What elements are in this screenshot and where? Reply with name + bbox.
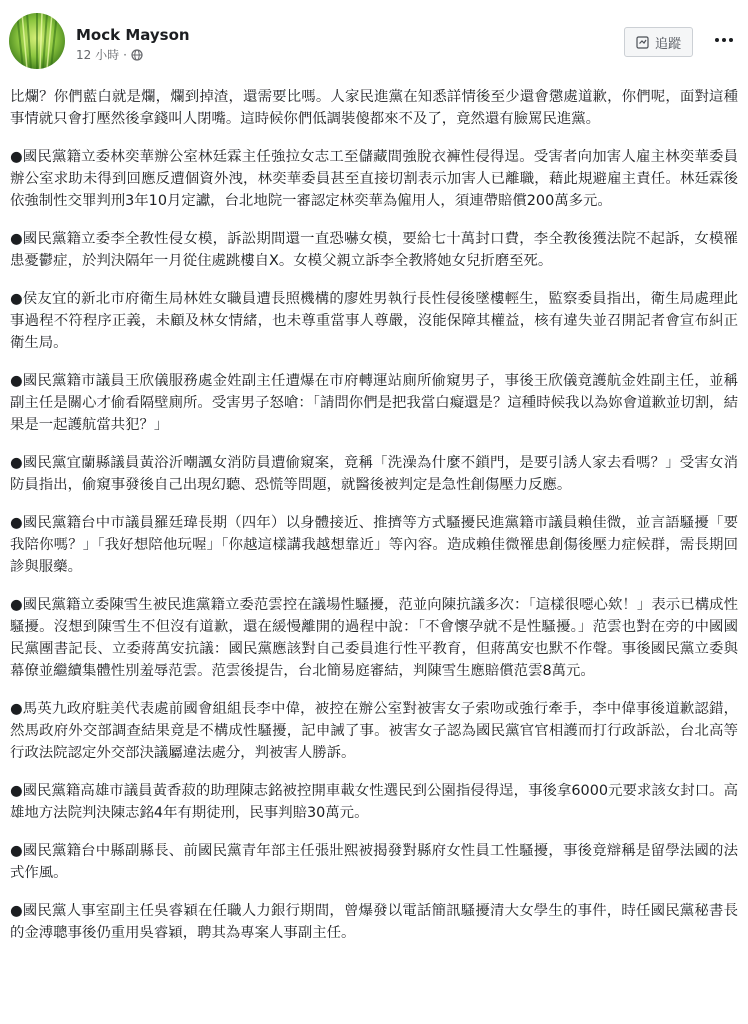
follow-button[interactable] [624, 27, 693, 57]
avatar-image [9, 13, 65, 69]
post-paragraph: 比爛？你們藍白就是爛，爛到掉渣，還需要比嗎。人家民進黨在知悉詳情後至少還會懲處道歉，你們呢，面對這種事情就只會打壓然後拿錢叫人閉嘴。這時候你們低調裝傻都來不及了，竟然還有臉罵民進黨。 [10, 89, 738, 127]
post-paragraph: ●國民黨籍台中縣副縣長、前國民黨青年部主任張壯熙被揭發對縣府女性員工性騷擾，事後竟辯稱是留學法國的法式作風。 [10, 843, 738, 881]
post-paragraph: ●國民黨籍市議員王欣儀服務處金姓副主任遭爆在市府轉運站廁所偷窺男子，事後王欣儀竟護航金姓副主任，並稱副主任是關心才偷看隔壁廁所。受害男子怒嗆：「請問你們是把我當白癡還是？這種時候我以為妳會道歉並切割，結果是一起護航當共犯？」 [10, 373, 738, 433]
dot [729, 38, 733, 42]
post-meta [76, 46, 143, 63]
post-header [0, 0, 748, 80]
post-paragraph: ●國民黨人事室副主任吳睿穎在任職人力銀行期間，曾爆發以電話簡訊騷擾清大女學生的事件，時任國民黨秘書長的金溥聰事後仍重用吳睿穎，聘其為專案人事副主任。 [10, 903, 738, 941]
dot [715, 38, 719, 42]
post-paragraph: ●國民黨籍台中市議員羅廷瑋長期（四年）以身體接近、推擠等方式騷擾民進黨籍市議員賴佳微，並言語騷擾「要我陪你嗎？」「我好想陪他玩喔」「你越這樣講我越想靠近」等內容。造成賴佳微罹患創傷後壓力症候群，需長期回診與服藥。 [10, 515, 738, 575]
post-paragraph: ●國民黨籍立委陳雪生被民進黨籍立委范雲控在議場性騷擾，范並向陳抗議多次：「這樣很噁心欸！」表示已構成性騷擾。沒想到陳雪生不但沒有道歉，還在緩慢離開的過程中說：「不會懷孕就不是性騷擾。」范雲也對在旁的中國國民黨團書記長、立委蔣萬安抗議：國民黨應該對自己委員進行性平教育，但蔣萬安也默不作聲。事後國民黨立委與幕僚並繼續集體性別羞辱范雲。范雲後提告，台北簡易庭審結，判陳雪生應賠償范雲8萬元。 [10, 597, 738, 679]
follow-icon [636, 36, 649, 49]
meta-separator: · [123, 47, 127, 62]
author-name[interactable]: Mock Mayson [76, 26, 190, 44]
follow-label: 追蹤 [654, 36, 681, 52]
avatar[interactable] [9, 13, 65, 69]
post-paragraph: ●國民黨籍立委李全教性侵女模，訴訟期間還一直恐嚇女模，要給七十萬封口費，李全教後獲法院不起訴，女模罹患憂鬱症，於判決隔年一月從住處跳樓自X。女模父親立訴李全教將她女兒折磨至死。 [10, 231, 738, 269]
post-time[interactable]: 12 小時 [76, 48, 120, 62]
post-paragraph: ●侯友宜的新北市府衛生局林姓女職員遭長照機構的廖姓男執行長性侵後墜樓輕生，監察委員指出，衛生局處理此事過程不符程序正義，未顧及林女情緒，也未尊重當事人尊嚴，沒能保障其權益，核有違失並召開記者會宣布糾正衛生局。 [10, 291, 738, 351]
post-body [10, 86, 738, 960]
post-paragraph: ●馬英九政府駐美代表處前國會組組長李中偉，被控在辦公室對被害女子索吻或強行牽手，李中偉事後道歉認錯，然馬政府外交部調查結果竟是不構成性騷擾，記申誡了事。被害女子認為國民黨官官相護而打行政訴訟，台北高等行政法院認定外交部決議屬違法處分，判被害人勝訴。 [10, 701, 738, 761]
post-paragraph: ●國民黨籍立委林奕華辦公室林廷霖主任強拉女志工至儲藏間強脫衣褲性侵得逞。受害者向加害人雇主林奕華委員辦公室求助未得到回應反遭個資外洩，林奕華委員甚至直接切割表示加害人已離職，藉此規避雇主責任。林廷霖後依強制性交罪判刑3年10月定讞，台北地院一審認定林奕華為僱用人，須連帶賠償200萬多元。 [10, 149, 738, 209]
post-paragraph: ●國民黨籍高雄市議員黃香菽的助理陳志銘被控開車載女性選民到公園指侵得逞，事後拿6000元要求該女封口。高雄地方法院判決陳志銘4年有期徒刑，民事判賠30萬元。 [10, 783, 738, 821]
post-paragraph: ●國民黨宜蘭縣議員黃浴沂嘲諷女消防員遭偷窺案，竟稱「洗澡為什麼不鎖門，是要引誘人家去看嗎？」受害女消防員指出，偷窺事發後自己出現幻聽、恐慌等問題，就醫後被判定是急性創傷壓力反應。 [10, 455, 738, 493]
globe-icon [131, 49, 143, 61]
more-options-icon[interactable] [710, 28, 738, 52]
dot [722, 38, 726, 42]
